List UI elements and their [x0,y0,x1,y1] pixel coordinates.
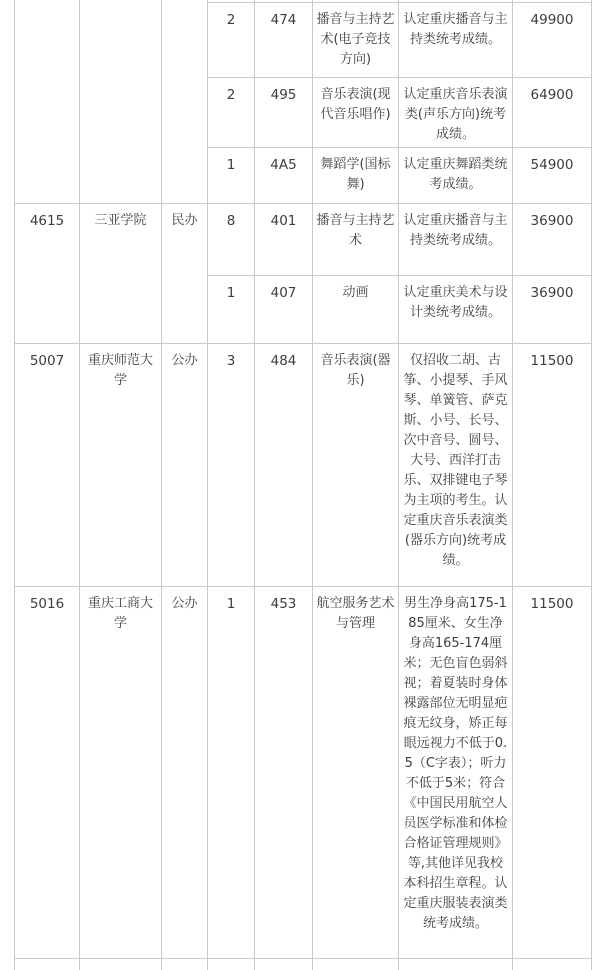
school-type-cell: 公办 [162,344,208,587]
plan-count-cell: 2 [208,78,255,148]
fee-cell: 64900 [513,78,592,148]
major-code-cell: 401 [255,204,313,276]
requirement-cell: 认定重庆音乐表演类(声乐方向)统考成绩。 [399,78,513,148]
fee-cell: 11500 [513,587,592,959]
requirement-cell: 认定重庆美术与设计类统考成绩。 [399,276,513,344]
plan-count-cell: 1 [208,148,255,204]
school-name-cell: 三亚学院 [80,204,162,344]
plan-count-cell: 3 [208,344,255,587]
major-name-cell [313,959,399,970]
major-code-cell: 495 [255,78,313,148]
requirement-cell [399,959,513,970]
requirement-cell: 仅招收二胡、古筝、小提琴、手风琴、单簧管、萨克斯、小号、长号、次中音号、圆号、大号、西洋打击乐、双排键电子琴为主项的考生。认定重庆音乐表演类(器乐方向)统考成绩。 [399,344,513,587]
plan-count-cell: 8 [208,204,255,276]
program-row [15,344,592,587]
school-type-cell [162,0,208,204]
plan-count-cell: 1 [208,276,255,344]
school-name-cell [80,959,162,970]
major-name-cell: 音乐表演(现代音乐唱作) [313,78,399,148]
school-name-cell: 重庆工商大学 [80,587,162,959]
major-code-cell: 453 [255,587,313,959]
school-code-cell: 5007 [15,344,80,587]
school-name-cell [80,0,162,204]
plan-count-cell: 2 [208,3,255,78]
requirement-cell: 男生净身高175-185厘米、女生净身高165-174厘米；无色盲色弱斜视；着夏装时身体裸露部位无明显疤痕无纹身，矫正每眼远视力不低于0.5（C字表）；听力不低于5米；符合《中国民用航空人员医学标准和体检合格证管理规则》等,其他详见我校本科招生章程。认定重庆服装表演类统考成绩。 [399,587,513,959]
major-code-cell [255,959,313,970]
fee-cell: 54900 [513,148,592,204]
major-code-cell: 474 [255,3,313,78]
school-code-cell: 4615 [15,204,80,344]
fee-cell: 11500 [513,344,592,587]
major-name-cell: 播音与主持艺术 [313,204,399,276]
admissions-table [14,0,592,970]
school-type-cell [162,959,208,970]
requirement-cell: 认定重庆舞蹈类统考成绩。 [399,148,513,204]
plan-count-cell [208,959,255,970]
fee-cell: 36900 [513,276,592,344]
requirement-cell: 认定重庆播音与主持类统考成绩。 [399,3,513,78]
major-name-cell: 动画 [313,276,399,344]
school-code-cell [15,0,80,204]
fee-cell [513,959,592,970]
requirement-cell: 认定重庆播音与主持类统考成绩。 [399,204,513,276]
school-code-cell: 5016 [15,587,80,959]
partial-row [15,959,592,970]
fee-cell: 49900 [513,3,592,78]
school-code-cell [15,959,80,970]
major-name-cell: 音乐表演(器乐) [313,344,399,587]
major-code-cell: 484 [255,344,313,587]
school-type-cell: 公办 [162,587,208,959]
major-name-cell: 舞蹈学(国标舞) [313,148,399,204]
program-row [15,587,592,959]
major-code-cell: 4A5 [255,148,313,204]
major-name-cell: 播音与主持艺术(电子竞技方向) [313,3,399,78]
school-type-cell: 民办 [162,204,208,344]
fee-cell: 36900 [513,204,592,276]
plan-count-cell: 1 [208,587,255,959]
school-name-cell: 重庆师范大学 [80,344,162,587]
program-row [15,204,592,276]
major-code-cell: 407 [255,276,313,344]
major-name-cell: 航空服务艺术与管理 [313,587,399,959]
